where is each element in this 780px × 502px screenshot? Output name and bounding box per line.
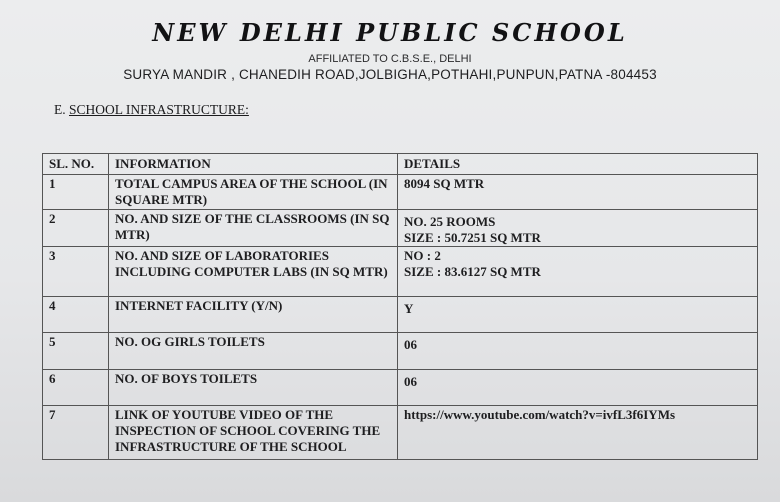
details-line-2: SIZE : 50.7251 SQ MTR xyxy=(404,230,541,245)
section-prefix: E. xyxy=(54,102,66,117)
row-sl-no: 1 xyxy=(43,175,109,210)
table-row xyxy=(43,406,758,460)
row-information: NO. OG GIRLS TOILETS xyxy=(109,333,398,370)
row-information: INTERNET FACILITY (Y/N) xyxy=(109,297,398,333)
row-sl-no: 2 xyxy=(43,210,109,247)
details-line: NO : 2 xyxy=(404,248,441,263)
row-details xyxy=(398,247,758,297)
details-line: 8094 SQ MTR xyxy=(404,176,485,191)
infrastructure-table xyxy=(42,153,758,460)
row-details xyxy=(398,406,758,460)
section-title: SCHOOL INFRASTRUCTURE: xyxy=(69,102,249,117)
table-row xyxy=(43,210,758,247)
row-details xyxy=(398,210,758,247)
details-line: NO. 25 ROOMS xyxy=(404,214,496,229)
row-sl-no: 5 xyxy=(43,333,109,370)
row-information: NO. AND SIZE OF THE CLASSROOMS (IN SQ MTR) xyxy=(109,210,398,247)
row-details xyxy=(398,297,758,333)
affiliation-line: AFFILIATED TO C.B.S.E., DELHI xyxy=(308,53,472,65)
row-details xyxy=(398,333,758,370)
column-header-details: DETAILS xyxy=(398,154,758,175)
column-header-information: INFORMATION xyxy=(109,154,398,175)
table-header-row xyxy=(43,154,758,175)
row-sl-no: 7 xyxy=(43,406,109,460)
row-information: NO. OF BOYS TOILETS xyxy=(109,370,398,406)
row-sl-no: 3 xyxy=(43,247,109,297)
details-line-2: SIZE : 83.6127 SQ MTR xyxy=(404,264,541,279)
details-line: 06 xyxy=(404,374,417,389)
school-name: NEW DELHI PUBLIC SCHOOL xyxy=(152,18,628,47)
table-row xyxy=(43,247,758,297)
youtube-link-text: https://www.youtube.com/watch?v=ivfL3f6IYMs xyxy=(404,407,676,422)
row-sl-no: 6 xyxy=(43,370,109,406)
table-row xyxy=(43,297,758,333)
row-information: NO. AND SIZE OF LABORATORIES INCLUDING COMPUTER LABS (IN SQ MTR) xyxy=(109,247,398,297)
row-details xyxy=(398,175,758,210)
section-heading xyxy=(54,102,249,118)
row-information: LINK OF YOUTUBE VIDEO OF THE INSPECTION OF SCHOOL COVERING THE INFRASTRUCTURE OF THE SCHOOL xyxy=(109,406,398,460)
row-details xyxy=(398,370,758,406)
row-sl-no: 4 xyxy=(43,297,109,333)
column-header-sl-no: SL. NO. xyxy=(43,154,109,175)
table-row xyxy=(43,175,758,210)
school-address: SURYA MANDIR , CHANEDIH ROAD,JOLBIGHA,POTHAHI,PUNPUN,PATNA -804453 xyxy=(123,67,657,82)
details-line: Y xyxy=(404,301,414,316)
table-row xyxy=(43,370,758,406)
table-row xyxy=(43,333,758,370)
details-line: 06 xyxy=(404,337,417,352)
row-information: TOTAL CAMPUS AREA OF THE SCHOOL (IN SQUARE MTR) xyxy=(109,175,398,210)
